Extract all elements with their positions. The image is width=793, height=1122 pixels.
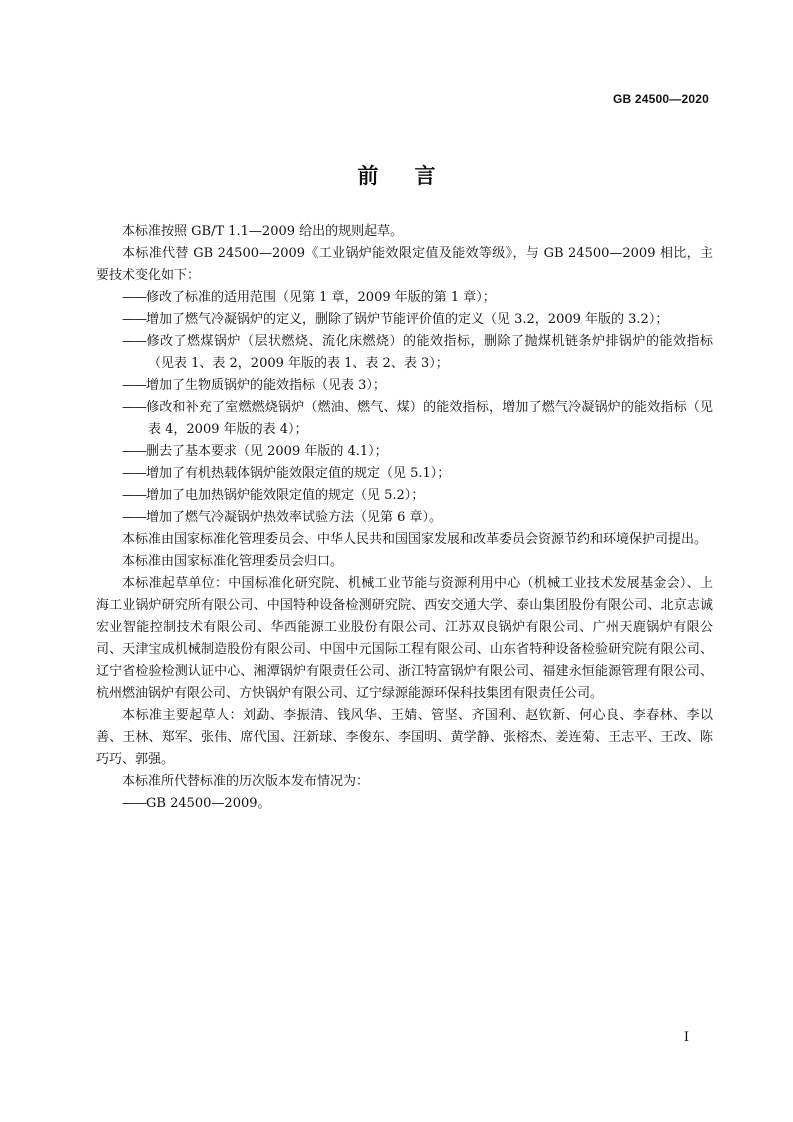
page-title: 前言	[357, 164, 472, 188]
list-item	[96, 441, 713, 463]
list-item-text: 增加了有机热载体锅炉能效限定值的规定（见 5.1）；	[146, 466, 451, 481]
list-item-text: 增加了电加热锅炉能效限定值的规定（见 5.2）；	[146, 488, 425, 503]
list-item-text: 删去了基本要求（见 2009 年版的 4.1）；	[146, 444, 388, 459]
list-item-text: 增加了燃气冷凝锅炉热效率试验方法（见第 6 章）。	[146, 510, 443, 525]
paragraph-drafting-rules: 本标准按照 GB/T 1.1—2009 给出的规则起草。	[122, 224, 404, 239]
dash-mark: ——	[122, 510, 146, 525]
list-item	[96, 463, 713, 485]
dash-mark: ——	[122, 796, 146, 811]
list-item-text: 增加了燃气冷凝锅炉的定义，删除了锅炉节能评价值的定义（见 3.2，2009 年版的 3.2）；	[146, 312, 669, 327]
paragraph-drafting-units: 本标准起草单位：中国标准化研究院、机械工业节能与资源利用中心（机械工业技术发展基金会）、上海工业锅炉研究所有限公司、中国特种设备检测研究院、西安交通大学、泰山集团股份有限公司、北京志诚宏业智能控制技术有限公司、华西能源工业股份有限公司、江苏双良锅炉有限公司、广州天鹿锅炉有限公司、天津宝成机械制造股份有限公司、中国中元国际工程有限公司、山东省特种设备检验研究院有限公司、辽宁省检验检测认证中心、湘潭锅炉有限责任公司、浙江特富锅炉有限公司、福建永恒能源管理有限公司、杭州燃油锅炉有限公司、方快锅炉有限公司、辽宁绿源能源环保科技集团有限责任公司。	[96, 576, 713, 701]
list-item-text: 修改和补充了室燃燃烧锅炉（燃油、燃气、煤）的能效指标，增加了燃气冷凝锅炉的能效指标（见表 4，2009 年版的表 4）；	[146, 400, 713, 437]
dash-mark: ——	[122, 444, 146, 459]
foreword-body	[96, 221, 713, 815]
paragraph-administrator: 本标准由国家标准化管理委员会归口。	[122, 554, 344, 569]
dash-mark: ——	[122, 488, 146, 503]
list-item	[96, 309, 713, 331]
dash-mark: ——	[122, 466, 146, 481]
list-item	[96, 287, 713, 309]
paragraph-replacement-note: 本标准代替 GB 24500—2009《工业锅炉能效限定值及能效等级》，与 GB 24500—2009 相比，主要技术变化如下：	[96, 246, 713, 283]
paragraph-history: 本标准所代替标准的历次版本发布情况为：	[122, 774, 370, 789]
paragraph-proposer: 本标准由国家标准化管理委员会、中华人民共和国国家发展和改革委员会资源节约和环境保护司提出。	[122, 532, 708, 547]
list-item-text: 修改了燃煤锅炉（层状燃烧、流化床燃烧）的能效指标，删除了抛煤机链条炉排锅炉的能效指标（见表 1、表 2，2009 年版的表 1、表 2、表 3）；	[146, 334, 713, 371]
list-item	[96, 507, 713, 529]
list-item	[96, 331, 713, 375]
list-item-text: 增加了生物质锅炉的能效指标（见表 3）；	[146, 378, 386, 393]
dash-mark: ——	[122, 334, 146, 349]
paragraph-drafters: 本标准主要起草人：刘勐、李振清、钱风华、王婧、管坚、齐国利、赵钦新、何心良、李春林、李以善、王林、郑军、张伟、席代国、汪新球、李俊东、李国明、黄学静、张榕杰、姜连菊、王志平、王改、陈巧巧、郭强。	[96, 708, 713, 767]
list-item-text: 修改了标准的适用范围（见第 1 章，2009 年版的第 1 章）；	[146, 290, 496, 305]
page-number: I	[683, 1030, 689, 1045]
dash-mark: ——	[122, 312, 146, 327]
history-item	[96, 793, 713, 815]
dash-mark: ——	[122, 378, 146, 393]
list-item	[96, 397, 713, 441]
list-item	[96, 375, 713, 397]
standard-code: GB 24500—2020	[613, 92, 709, 106]
dash-mark: ——	[122, 290, 146, 305]
history-item-text: GB 24500—2009。	[146, 796, 271, 811]
list-item	[96, 485, 713, 507]
dash-mark: ——	[122, 400, 146, 415]
